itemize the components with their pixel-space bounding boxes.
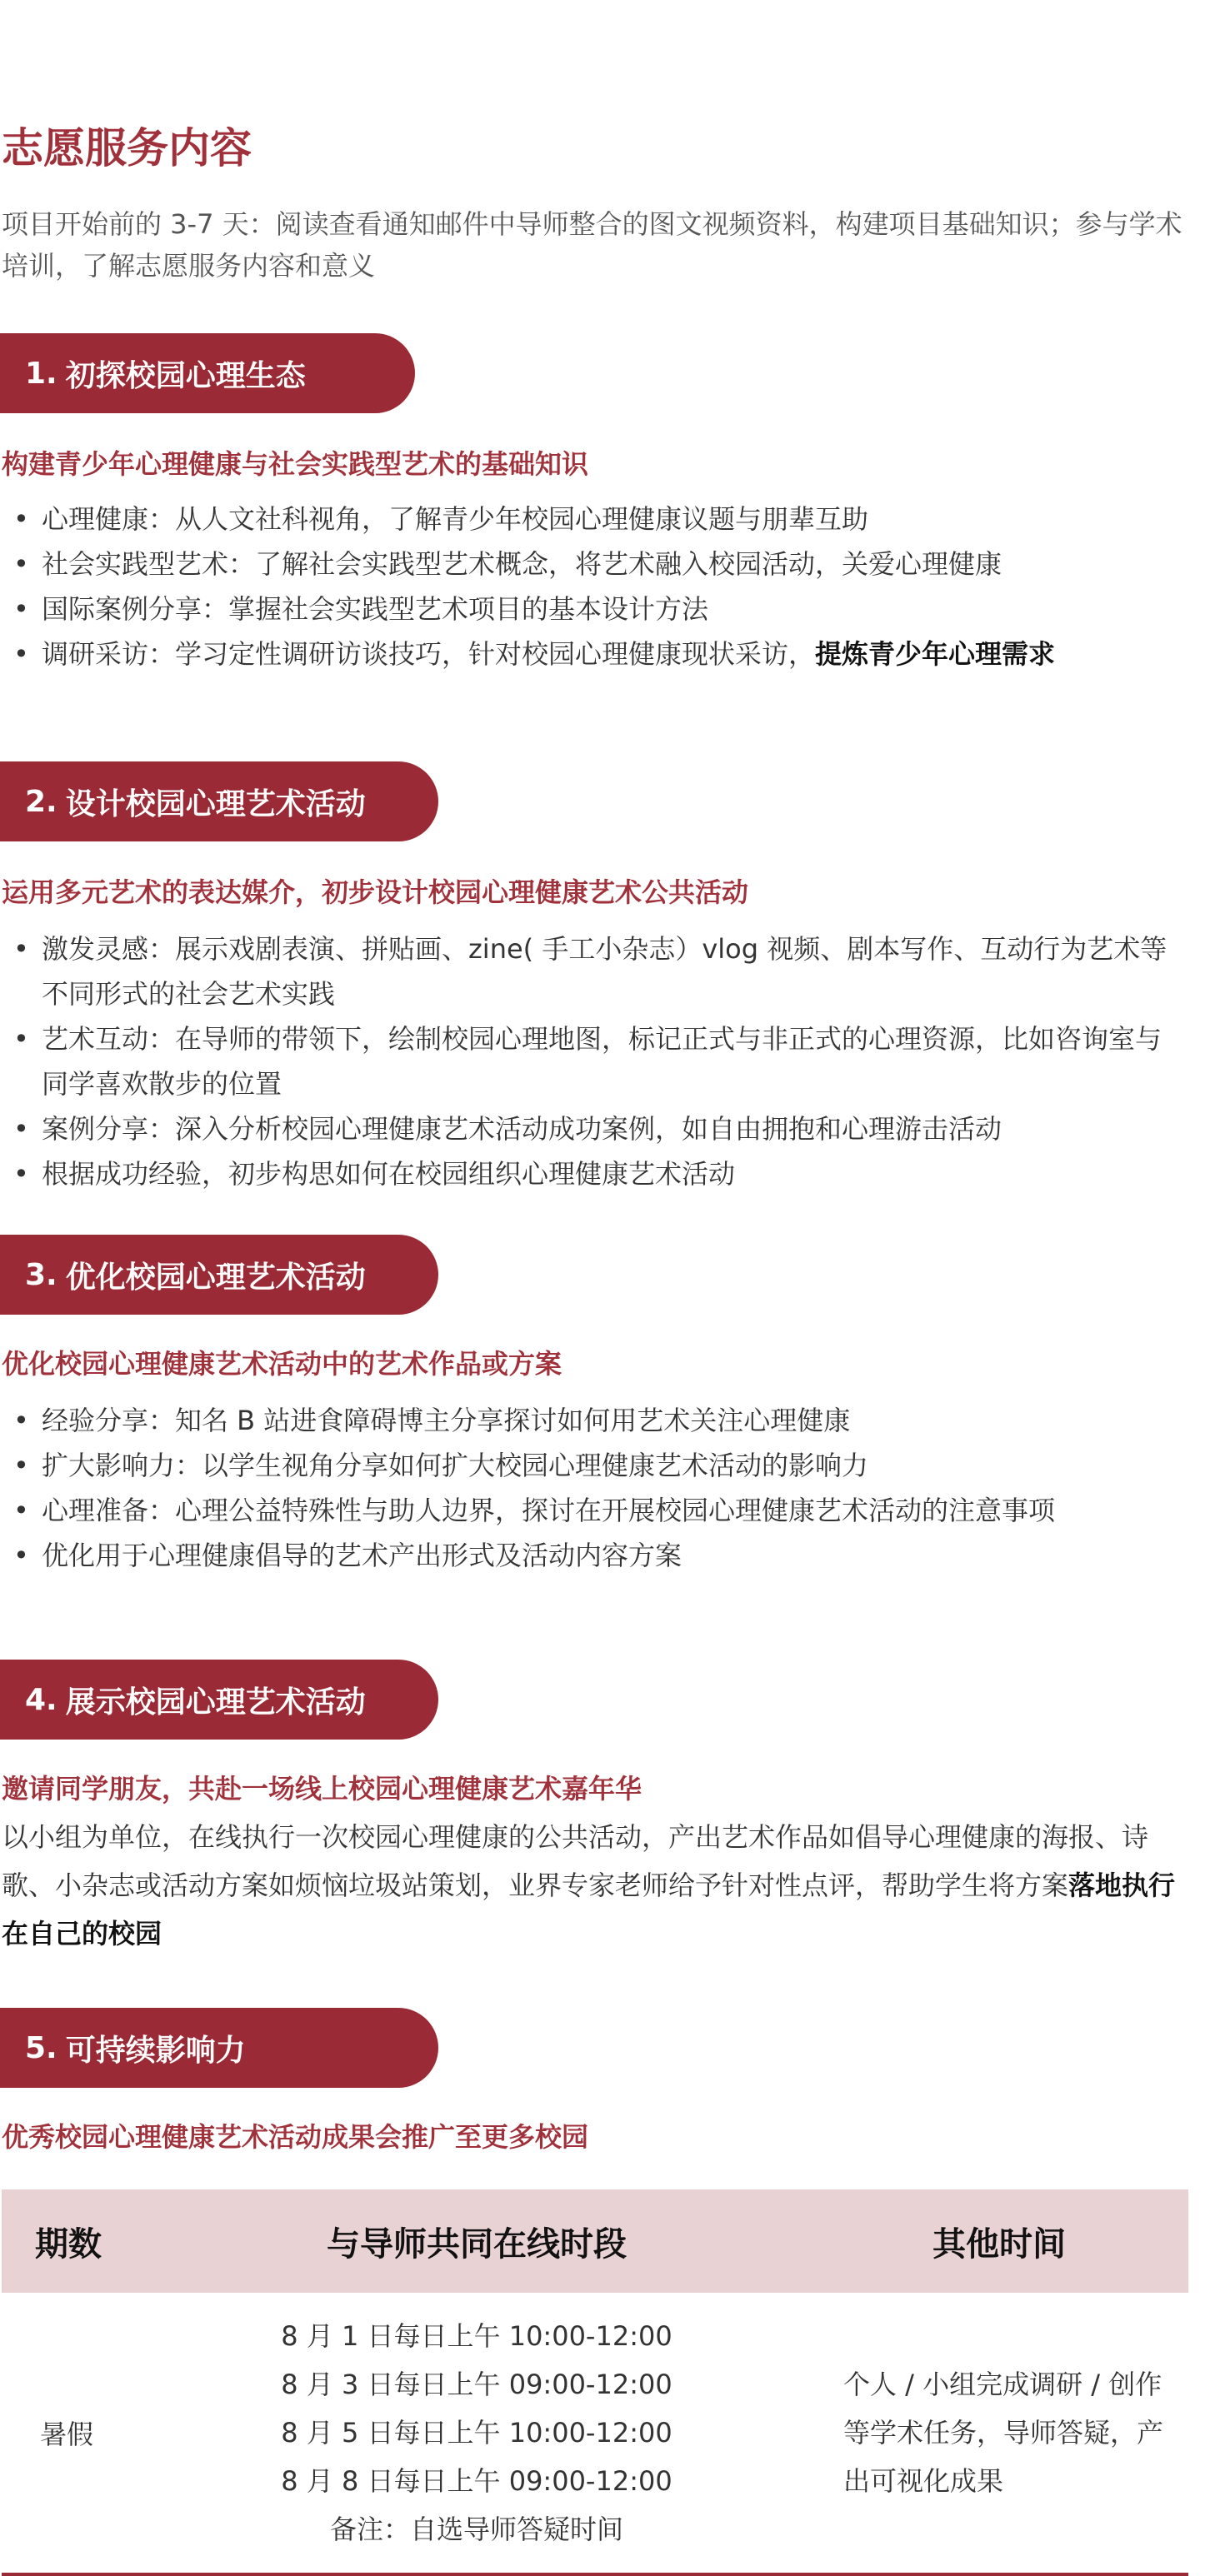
list-item: • 根据成功经验，初步构思如何在校园组织心理健康艺术活动	[13, 1158, 736, 1190]
section-3-subtitle: 优化校园心理健康艺术活动中的艺术作品或方案	[2, 1348, 562, 1380]
section-5-subtitle: 优秀校园心理健康艺术活动成果会推广至更多校园	[2, 2121, 589, 2153]
section-4-paragraph: 以小组为单位，在线执行一次校园心理健康的公共活动，产出艺术作品如倡导心理健康的海报、诗歌、小杂志或活动方案如烦恼垃圾站策划，业界专家老师给予针对性点评，帮助学生将方案落地执行在自己的校园	[2, 1821, 1176, 1949]
section-title: 优化校园心理艺术活动	[65, 1260, 366, 1295]
section-title: 展示校园心理艺术活动	[65, 1685, 366, 1720]
column-header-period: 期数	[35, 2224, 102, 2264]
section-3-bullets	[2, 1398, 1185, 1578]
section-title: 可持续影响力	[65, 2033, 246, 2068]
section-4-header	[0, 1660, 438, 1740]
emphasis-text: 落地执行在自己的校园	[2, 1870, 1176, 1949]
column-header-online: 与导师共同在线时段	[327, 2224, 627, 2264]
time-slot: 8 月 3 日每日上午 09:00-12:00	[281, 2369, 672, 2400]
section-5-header	[0, 2008, 438, 2088]
cell-online-times	[143, 2312, 810, 2554]
section-number: 1.	[25, 356, 58, 391]
column-header-other: 其他时间	[932, 2224, 1066, 2264]
time-note: 备注：自选导师答疑时间	[329, 2514, 623, 2545]
section-title: 初探校园心理生态	[65, 358, 306, 393]
intro-text: 项目开始前的 3-7 天：阅读查看通知邮件中导师整合的图文视频资料，构建项目基础知识；参与学术培训，了解志愿服务内容和意义	[2, 208, 1182, 282]
section-number: 5.	[25, 2030, 58, 2065]
section-2-bullets	[2, 926, 1185, 1196]
time-slot: 8 月 5 日每日上午 10:00-12:00	[281, 2417, 672, 2449]
list-item: • 优化用于心理健康倡导的艺术产出形式及活动内容方案	[13, 1540, 682, 1571]
section-number: 3.	[25, 1257, 58, 1292]
list-item: • 调研采访：学习定性调研访谈技巧，针对校园心理健康现状采访，提炼青少年心理需求	[13, 638, 1056, 670]
list-item: • 心理准备：心理公益特殊性与助人边界，探讨在开展校园心理健康艺术活动的注意事项	[13, 1495, 1056, 1526]
section-2-header	[0, 761, 438, 841]
page-title: 志愿服务内容	[2, 124, 252, 172]
cell-other-time: 个人 / 小组完成调研 / 创作等学术任务，导师答疑，产出可视化成果	[843, 2369, 1164, 2497]
section-number: 4.	[25, 1682, 58, 1717]
section-1-bullets	[2, 497, 1185, 676]
section-1-header	[0, 333, 415, 413]
list-item: • 心理健康：从人文社科视角，了解青少年校园心理健康议题与朋辈互助	[13, 503, 869, 535]
list-item: • 经验分享：知名 B 站进食障碍博主分享探讨如何用艺术关注心理健康	[13, 1405, 851, 1436]
section-number: 2.	[25, 784, 58, 819]
list-item: • 艺术互动：在导师的带领下，绘制校园心理地图，标记正式与非正式的心理资源，比如咨询室与同学喜欢散步的位置	[13, 1023, 1162, 1100]
list-item: • 案例分享：深入分析校园心理健康艺术活动成功案例，如自由拥抱和心理游击活动	[13, 1113, 1002, 1145]
list-item: • 国际案例分享：掌握社会实践型艺术项目的基本设计方法	[13, 593, 709, 625]
emphasis-text: 提炼青少年心理需求	[815, 638, 1056, 670]
schedule-table	[2, 2189, 1188, 2576]
list-item: • 社会实践型艺术：了解社会实践型艺术概念，将艺术融入校园活动，关爱心理健康	[13, 548, 1002, 580]
list-item: • 激发灵感：展示戏剧表演、拼贴画、zine( 手工小杂志）vlog 视频、剧本写作、互动行为艺术等不同形式的社会艺术实践	[13, 933, 1168, 1010]
cell-period: 暑假	[40, 2419, 94, 2450]
section-2-subtitle: 运用多元艺术的表达媒介，初步设计校园心理健康艺术公共活动	[2, 876, 749, 908]
list-item: • 扩大影响力：以学生视角分享如何扩大校园心理健康艺术活动的影响力	[13, 1450, 869, 1481]
time-slot: 8 月 1 日每日上午 10:00-12:00	[281, 2320, 672, 2352]
section-3-header	[0, 1235, 438, 1315]
section-1-subtitle: 构建青少年心理健康与社会实践型艺术的基础知识	[2, 448, 589, 480]
section-title: 设计校园心理艺术活动	[65, 786, 366, 821]
table-header-row	[2, 2189, 1188, 2293]
time-slot: 8 月 8 日每日上午 09:00-12:00	[281, 2465, 672, 2497]
section-4-subtitle: 邀请同学朋友，共赴一场线上校园心理健康艺术嘉年华	[2, 1773, 642, 1805]
table-row	[2, 2293, 1188, 2576]
